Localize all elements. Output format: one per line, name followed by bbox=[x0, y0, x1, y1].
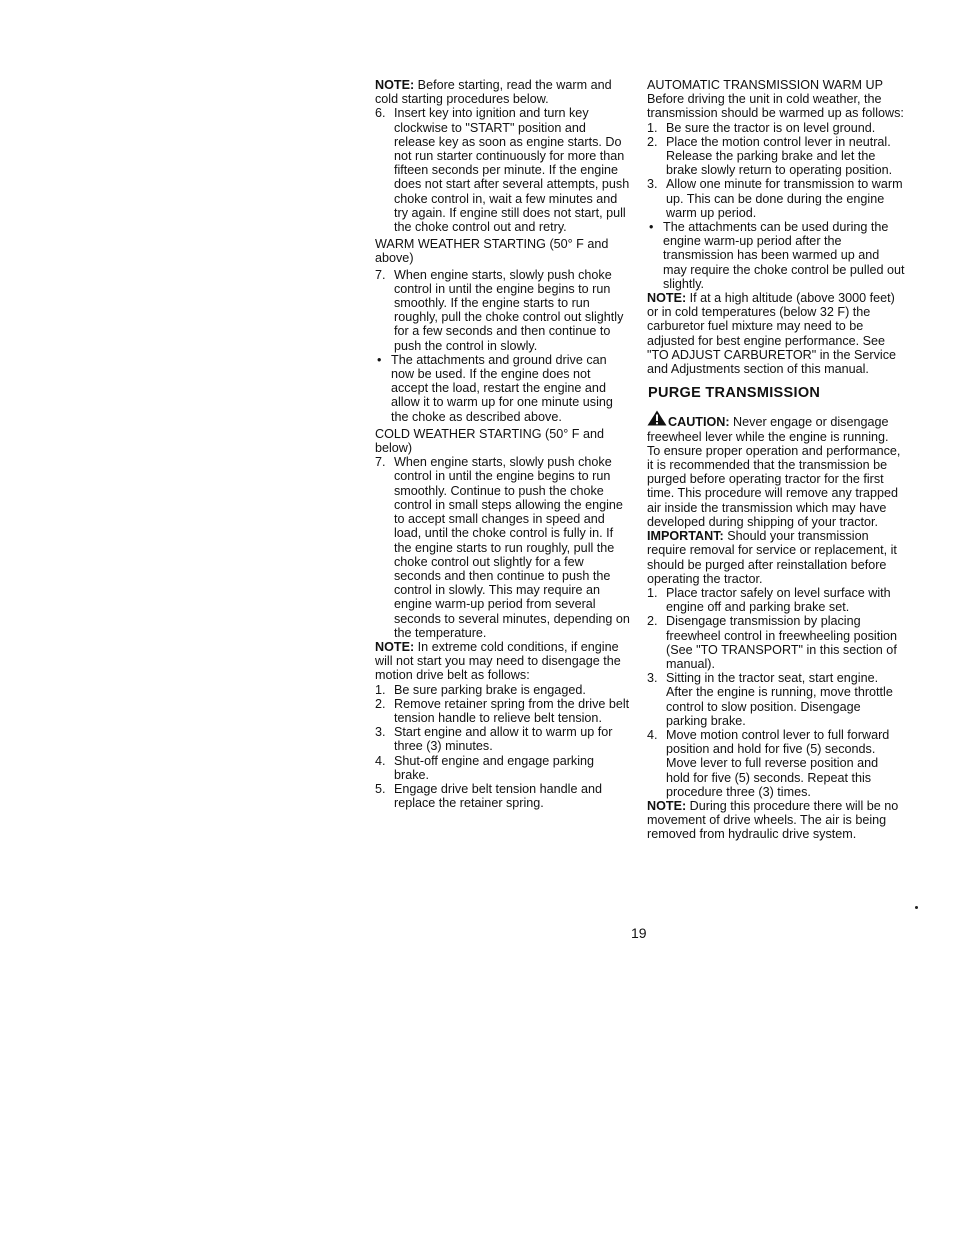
note-no-movement: NOTE: During this procedure there will be no movement of drive wheels. The air is being removed from hydraulic drive system. bbox=[647, 798, 899, 842]
purge-transmission-title: PURGE TRANSMISSION bbox=[648, 385, 821, 402]
caution-paragraph: CAUTION: Never engage or disengage freewheel lever while the engine is running. bbox=[647, 410, 905, 443]
automatic-transmission-heading: AUTOMATIC TRANSMISSION WARM UP bbox=[647, 78, 884, 92]
list-item: 2. Disengage transmission by placing freewheel control in freewheeling position (See "TO TRANSPORT" in this section of manual). bbox=[647, 614, 898, 671]
cold-weather-heading: COLD WEATHER STARTING (50° F and below) bbox=[375, 426, 604, 456]
automatic-transmission-intro: Before driving the unit in cold weather, the transmission should be warmed up as follows: bbox=[647, 92, 904, 121]
list-item: 3. Start engine and allow it to warm up for three (3) minutes. bbox=[375, 725, 613, 754]
cold-step-7: 7. When engine starts, slowly push choke control in until the engine begins to run smoothly. Continue to push the choke control in small steps allowing the engine to accept small changes in speed and load, until the choke control is fully in. If the engine starts to run roughly, pull the choke control out slightly for a few seconds and then continue to push the control in slowly. This may require an engine warm-up period from several seconds to several minutes, depending on the temperature. bbox=[375, 455, 630, 640]
right-column bbox=[647, 78, 905, 842]
purge-intro: To ensure proper operation and performance, it is recommended that the transmission be purged before operating tractor for the first time. This procedure will remove any trapped air inside the transmission which may have developed during shipping of your tractor. bbox=[647, 443, 901, 529]
warm-bullet: • The attachments and ground drive can now be used. If the engine does not accept the load, restart the engine and allow it to warm up for one minute using the choke as described above. bbox=[377, 352, 613, 424]
list-item: 1. Place tractor safely on level surface with engine off and parking brake set. bbox=[647, 585, 891, 615]
purge-list bbox=[647, 586, 905, 799]
note-high-altitude: NOTE: If at a high altitude (above 3000 feet) or in cold temperatures (below 32 F) the carburetor fuel mixture may need to be adjusted for best engine performance. See "TO ADJUST CARBURETOR" in the Service and Adjustments section of this manual. bbox=[647, 291, 896, 377]
warm-weather-heading: WARM WEATHER STARTING (50° F and above) bbox=[375, 237, 609, 266]
note-before-starting: NOTE: Before starting, read the warm and cold starting procedures below. bbox=[375, 78, 612, 107]
auto-bullet: • The attachments can be used during the engine warm-up period after the transmission has been warmed up and may require the choke control be pulled out slightly. bbox=[649, 220, 905, 291]
list-item: 5. Engage drive belt tension handle and replace the retainer spring. bbox=[375, 781, 602, 811]
bullet-icon: • bbox=[377, 352, 382, 367]
list-item: 2. Remove retainer spring from the drive belt tension handle to relieve belt tension. bbox=[375, 696, 630, 725]
list-item: 3. Allow one minute for transmission to warm up. This can be done during the engine warm up period. bbox=[647, 177, 903, 220]
bullet-icon: • bbox=[649, 220, 654, 235]
list-item: 1. Be sure the tractor is on level ground. bbox=[647, 120, 876, 135]
page-number: 19 bbox=[631, 925, 647, 941]
important-paragraph: IMPORTANT: Should your transmission require removal for service or replacement, it should be purged after reinstallation before operating the tractor. bbox=[647, 529, 897, 586]
list-item: 4. Move motion control lever to full forward position and hold for five (5) seconds. Move lever to full reverse position and hold for five (5) seconds. Repeat this procedure three (3) times. bbox=[647, 727, 890, 799]
list-item: 4. Shut-off engine and engage parking brake. bbox=[375, 753, 595, 782]
warm-step-7: 7. When engine starts, slowly push choke control in until the engine begins to run smoothly. If the engine starts to run roughly, pull the choke control out slightly for a few seconds and then continue to push the control in slowly. bbox=[375, 267, 624, 353]
step-6: 6. Insert key into ignition and turn key clockwise to "START" position and release key as soon as engine starts. Do not run starter continuously for more than fifteen seconds per minute. If the engine does not start after several attempts, push choke control in, wait a few minutes and try again. If engine still does not start, pull the choke control out and retry. bbox=[375, 106, 630, 235]
list-item: 1. Be sure parking brake is engaged. bbox=[375, 682, 586, 697]
cold-list bbox=[375, 683, 630, 811]
warning-triangle-icon bbox=[647, 410, 667, 426]
auto-list bbox=[647, 121, 905, 220]
list-item: 2. Place the motion control lever in neutral. Release the parking brake and let the brake slowly return to operating position. bbox=[647, 134, 893, 178]
list-item: 3. Sitting in the tractor seat, start engine. After the engine is running, move throttle control to slow position. Disengage parking brake. bbox=[647, 671, 893, 728]
left-column bbox=[375, 78, 630, 810]
note-extreme-cold: NOTE: In extreme cold conditions, if engine will not start you may need to disengage the motion drive belt as follows: bbox=[375, 639, 621, 683]
scan-speck bbox=[915, 906, 918, 909]
